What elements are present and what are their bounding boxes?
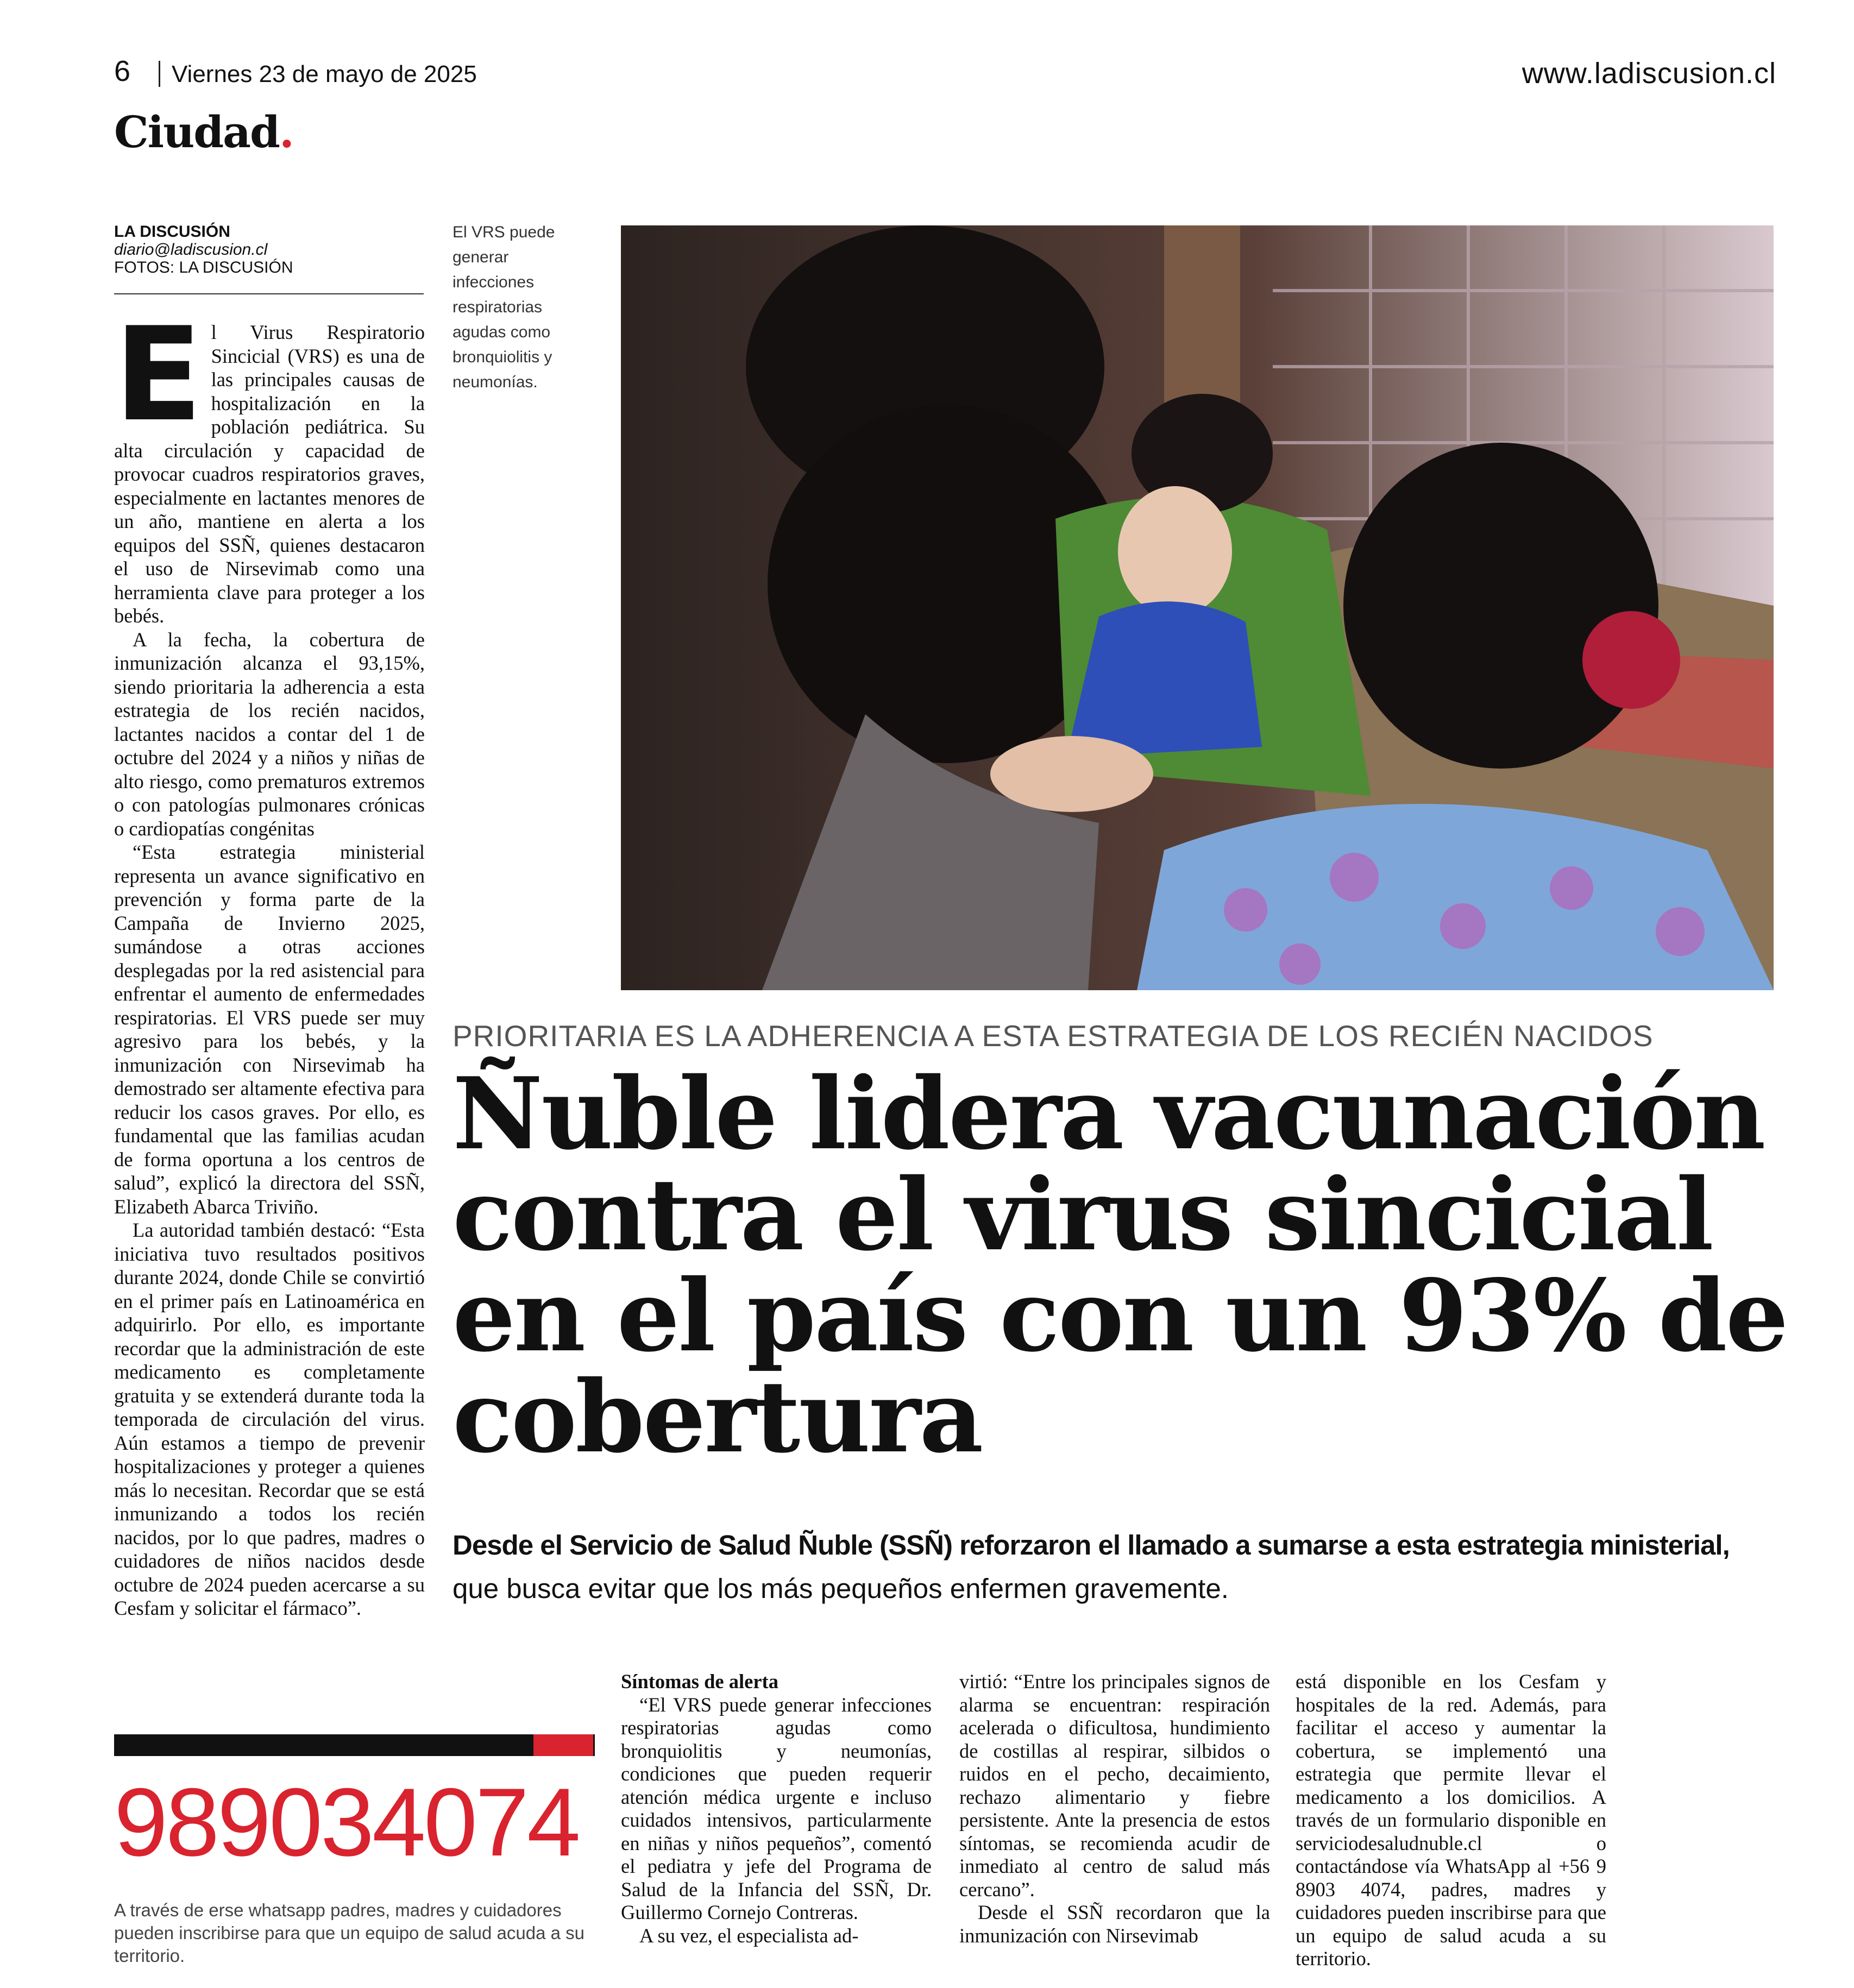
paragraph: está disponible en los Cesfam y hospitales de la red. Además, para facilitar el acceso y aumentar la cobertura, se implementó una estrategia que permite llevar el medicamento a los domicilios. A través de un formulario disponible en serviciodesaludnuble.cl o contactándose vía WhatsApp al +56 9 8903 4074, padres, madres y cuidadores pueden inscribirse para que un equipo de salud acuda a su territorio. <box>1296 1670 1606 1970</box>
section-dot: . <box>279 106 293 158</box>
subhead: Síntomas de alerta <box>621 1670 778 1693</box>
header-divider <box>159 61 160 87</box>
drop-cap: E <box>114 300 203 450</box>
callout-bar <box>114 1734 595 1756</box>
page-number: 6 <box>114 55 131 87</box>
article-deck <box>452 1524 1783 1610</box>
byline-email: diario@ladiscusion.cl <box>114 241 268 259</box>
byline-photos: FOTOS: LA DISCUSIÓN <box>114 259 293 276</box>
article-headline: Ñuble lidera vacunación contra el virus sincicial en el país con un 93% de cobertura <box>452 1055 1787 1475</box>
paragraph: virtió: “Entre los principales signos de alarma se encuentran: respiración acelerada o dificultosa, hundimiento de costillas al respirar, silbidos o ruidos en el pecho, decaimiento, rechazo alimentario y fiebre persistente. Ante la presencia de estos síntomas, se recomienda acudir de inmediato al centro de salud más cercano”. <box>959 1670 1270 1901</box>
photo-caption: El VRS puede generar infecciones respiratorias agudas como bronquiolitis y neumonías. <box>452 223 555 391</box>
paragraph: “El VRS puede generar infecciones respiratorias agudas como bronquiolitis y neumonías, condiciones que pueden requerir atención médica urgente e incluso cuidados intensivos, particularmente en niñas y niños pequeños”, comentó el pediatra y jefe del Programa de Salud de la Infancia del SSÑ, Dr. Guillermo Cornejo Contreras. <box>621 1693 932 1923</box>
paragraph: Desde el SSÑ recordaron que la inmunización con Nirsevimab <box>959 1901 1270 1947</box>
byline-rule <box>114 293 424 294</box>
paragraph: “Esta estrategia ministerial representa un avance significativo en prevención y forma parte de la Campaña de Invierno 2025, sumándose a otras acciones desplegadas por la red asistencial para enfrentar el aumento de enfermedades respiratorias. El VRS puede ser muy agresivo para los bebés, y la inmunización con Nirsevimab ha demostrado ser altamente efectiva para reducir los casos graves. Por ello, es fundamental que las familias acudan de forma oportuna a los centros de salud”, explicó la directora del SSÑ, Elizabeth Abarca Triviño. <box>114 841 425 1218</box>
issue-date: Viernes 23 de mayo de 2025 <box>172 61 477 87</box>
article-kicker: PRIORITARIA ES LA ADHERENCIA A ESTA ESTRATEGIA DE LOS RECIÉN NACIDOS <box>452 1019 1654 1053</box>
paragraph: A la fecha, la cobertura de inmunización alcanza el 93,15%, siendo prioritaria la adherencia a esta estrategia de los recién nacidos, lactantes nacidos a contar del 1 de octubre del 2024 y a niños y niñas de alto riesgo, como prematuros extremos o con patologías pulmonares crónicas o cardiopatías congénitas <box>114 628 425 840</box>
site-url[interactable]: www.ladiscusion.cl <box>1522 57 1776 90</box>
paragraph: La autoridad también destacó: “Esta iniciativa tuvo resultados positivos durante 2024, donde Chile se convirtió en el primer país en Latinoamérica en adquirirlo. Por ello, es importante recordar que la administración de este medicamento es completamente gratuita y se extenderá durante toda la temporada de circulación del virus. Aún estamos a tiempo de prevenir hospitalizaciones y proteger a quienes más lo necesitan. Recordar que se está inmunizando a todos los recién nacidos, por lo que padres, madres o cuidadores de niños nacidos desde octubre de 2024 pueden acercarse a su Cesfam y solicitar el fármaco”. <box>114 1219 425 1619</box>
article-column-3 <box>959 1670 1270 1947</box>
section-title <box>114 106 293 158</box>
deck-bold: Desde el Servicio de Salud Ñuble (SSÑ) reforzaron el llamado a sumarse a esta estrategia ministerial, <box>452 1530 1730 1561</box>
article-column-2 <box>621 1670 932 1947</box>
byline <box>114 223 424 276</box>
callout-caption: A través de erse whatsapp padres, madres y cuidadores pueden inscribirse para que un equipo de salud acuda a su territorio. <box>114 1900 585 1966</box>
paragraph: l Virus Respiratorio Sincicial (VRS) es una de las principales causas de hospitalización en la población pediátrica. Su alta circulación y capacidad de provocar cuadros respiratorios graves, especialmente en lactantes menores de un año, mantiene en alerta a los equipos del SSÑ, quienes destacaron el uso de Nirsevimab como una herramienta clave para proteger a los bebés. <box>114 321 425 627</box>
paragraph: A su vez, el especialista ad- <box>639 1924 859 1947</box>
article-photo <box>621 225 1774 990</box>
callout-phone-number: 989034074 <box>114 1768 579 1876</box>
article-column-1 <box>114 300 425 1620</box>
byline-outlet: LA DISCUSIÓN <box>114 223 230 241</box>
callout-bar-accent <box>533 1734 593 1756</box>
photo-illustration <box>621 225 1774 990</box>
article-column-4 <box>1296 1670 1606 1971</box>
section-label: Ciudad <box>114 106 279 158</box>
deck-regular: que busca evitar que los más pequeños enfermen gravemente. <box>452 1573 1229 1604</box>
